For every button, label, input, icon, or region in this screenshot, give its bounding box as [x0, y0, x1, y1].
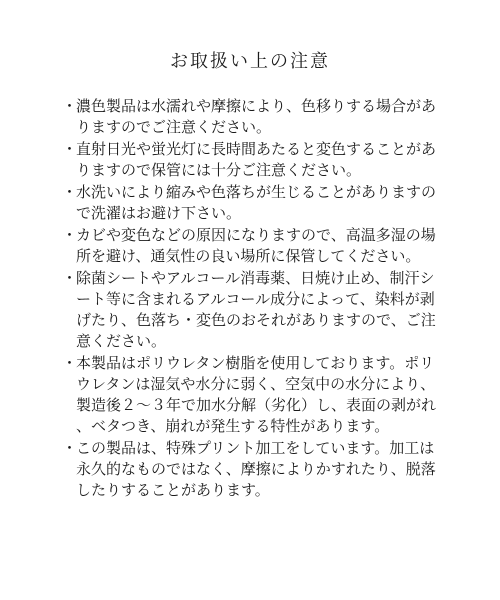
bullet-icon: ・ — [62, 183, 78, 201]
care-notes-list — [62, 96, 442, 502]
bullet-icon: ・ — [62, 226, 78, 244]
note-text: 水洗いにより縮みや色落ちが生じることがありますので洗濯はお避け下さい。 — [76, 183, 437, 222]
list-item — [62, 225, 442, 267]
note-text: カビや変色などの原因になりますので、高温多湿の場所を避け、通気性の良い場所に保管してください。 — [76, 226, 436, 265]
list-item — [62, 182, 442, 224]
page-title: お取扱い上の注意 — [170, 51, 330, 72]
note-text: 直射日光や蛍光灯に長時間あたると変色することがありますので保管には十分ご注意ください。 — [76, 140, 437, 179]
note-text: 除菌シートやアルコール消毒薬、日焼け止め、制汗シート等に含まれるアルコール成分によって、染料が剥げたり、色落ち・変色のおそれがありますので、ご注意ください。 — [76, 269, 436, 350]
list-item — [62, 139, 442, 181]
bullet-icon: ・ — [62, 97, 78, 115]
note-text: この製品は、特殊プリント加工をしています。加工は永久的なものではなく、摩擦によりかすれたり、脱落したりすることがあります。 — [76, 439, 436, 499]
bullet-icon: ・ — [62, 439, 78, 457]
list-item — [62, 438, 442, 501]
list-item — [62, 268, 442, 352]
bullet-icon: ・ — [62, 269, 78, 287]
list-item — [62, 96, 442, 138]
bullet-icon: ・ — [62, 354, 78, 372]
note-text: 本製品はポリウレタン樹脂を使用しております。ポリウレタンは湿気や水分に弱く、空気中の水分により、製造後２～３年で加水分解（劣化）し、表面の剥がれ、ベタつき、崩れが発生する特性があります。 — [76, 354, 437, 435]
bullet-icon: ・ — [62, 140, 78, 158]
note-text: 濃色製品は水濡れや摩擦により、色移りする場合がありますのでご注意ください。 — [76, 97, 437, 136]
list-item — [62, 353, 442, 437]
